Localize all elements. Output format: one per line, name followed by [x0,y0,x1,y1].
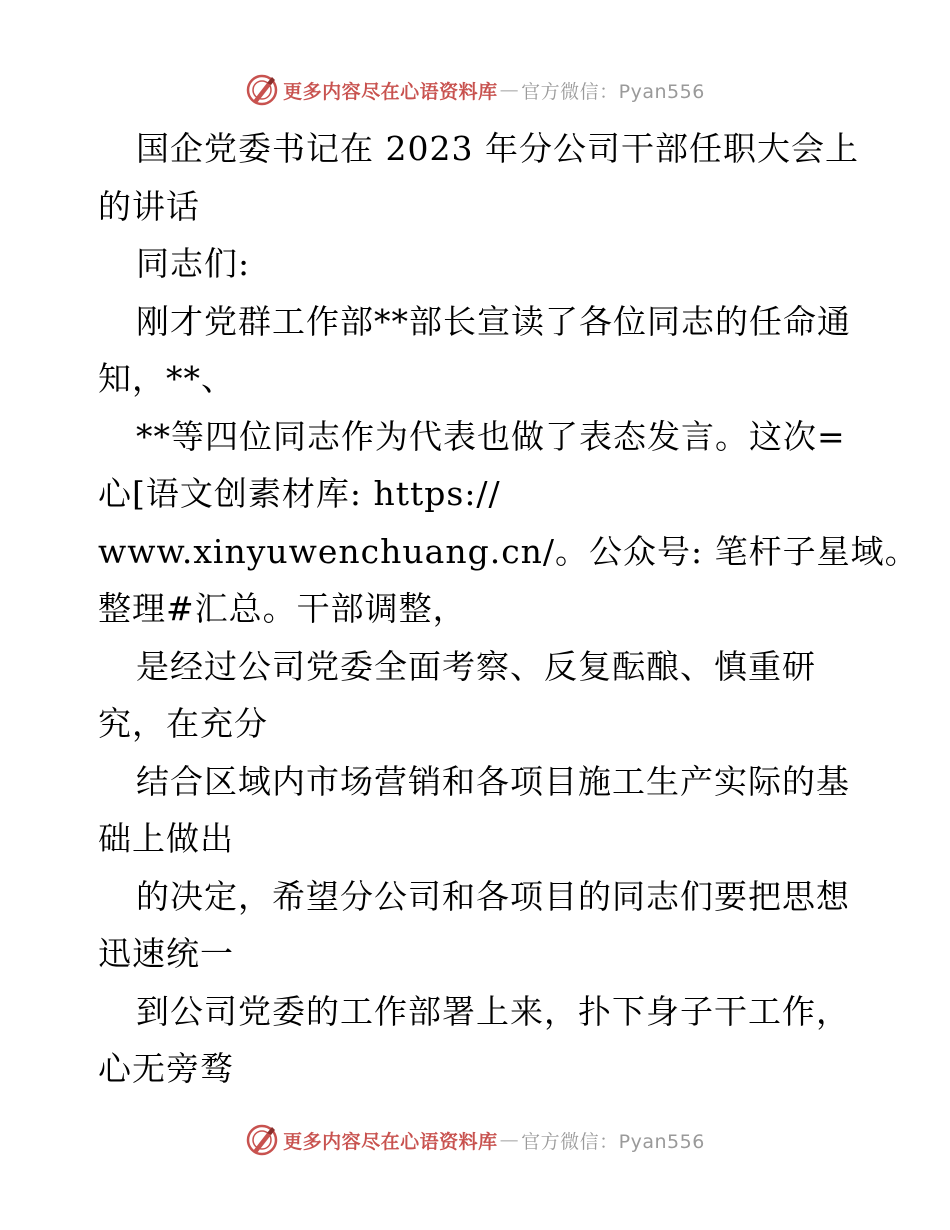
text-line: 刚才党群工作部**部长宣读了各位同志的任命通 [136,301,851,341]
text-line: 知，**、 [98,359,235,398]
text-line: 的决定，希望分公司和各项目的同志们要把思想 [136,876,850,916]
watermark-contact: 官方微信：Pyan556 [521,80,705,103]
text-line: 究，在充分 [98,704,268,743]
pen-logo-icon [245,73,279,107]
watermark-dash: — [499,79,520,101]
pen-logo-icon [245,1123,279,1157]
text-line: 到公司党委的工作部署上来，扑下身子干工作， [136,991,850,1031]
watermark-text: 更多内容尽在心语资料库 [283,80,498,103]
header-watermark [0,70,950,110]
text-line: **等四位同志作为代表也做了表态发言。这次= [136,416,846,456]
text-line: 础上做出 [98,819,234,858]
text-line: www.xinyuwenchuang.cn/。公众号: 笔杆子星域。 [98,531,919,571]
text-line: 结合区域内市场营销和各项目施工生产实际的基 [136,761,850,801]
text-line: 同志们: [136,244,251,283]
watermark-dash: — [499,1129,520,1151]
watermark-contact: 官方微信：Pyan556 [521,1130,705,1153]
text-line: 迅速统一 [98,934,234,973]
document-body [98,120,919,1098]
text-line: 心无旁骛 [98,1049,234,1088]
text-line: 国企党委书记在 2023 年分公司干部任职大会上 [136,129,859,168]
text-line: 心[语文创素材库: https:// [98,474,501,513]
text-line: 的讲话 [98,186,200,226]
footer-watermark [0,1120,950,1160]
text-line: 是经过公司党委全面考察、反复酝酿、慎重研 [136,646,816,686]
watermark-text: 更多内容尽在心语资料库 [283,1130,498,1153]
text-line: 整理#汇总。干部调整， [98,589,467,628]
